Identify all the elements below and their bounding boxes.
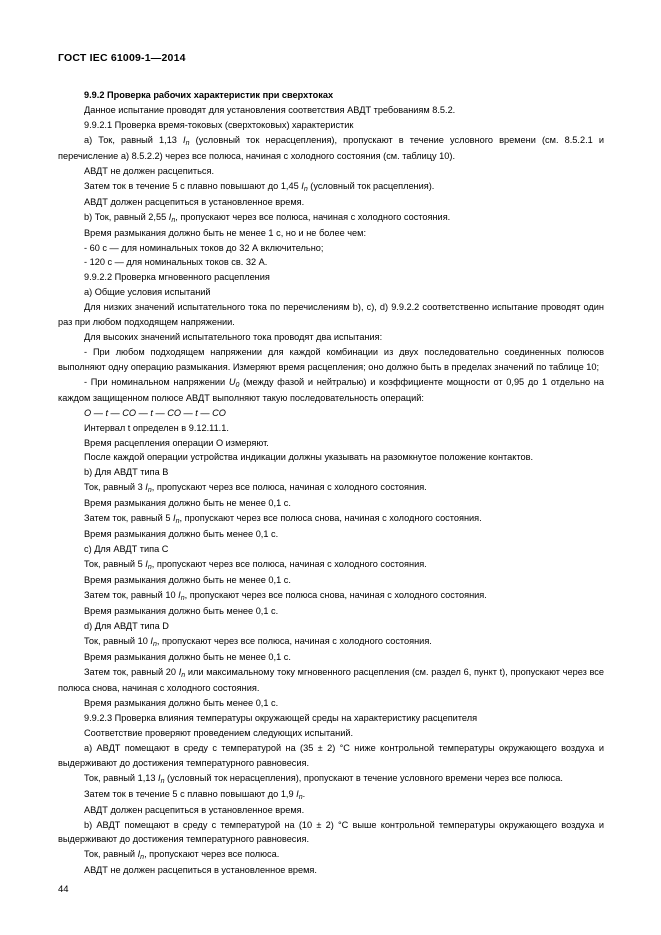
paragraph: После каждой операции устройства индикации должны указывать на разомкнутое положение контактов.: [84, 452, 534, 463]
list-item: - При номинальном напряжении $U_0$ (между фазой и нейтралью) и коэффициенте мощности от 0,95 до 1 отдельно на каждом защищенном полюсе АВДТ выполняют такую последовательность операций:: [58, 376, 604, 403]
paragraph: Затем ток, равный 10 $I_n$, пропускают через все полюса снова, начиная с холодного состояния.: [84, 590, 487, 602]
paragraph: Затем ток в течение 5 с плавно повышают до 1,9 $I_n$.: [84, 788, 306, 801]
paragraph: Для низких значений испытательного тока по перечислениям b), с), d) 9.9.2.2 соответственно испытание проводят один раз при любом подходящем напряжении.: [58, 302, 604, 328]
paragraph-9-9-2-2: 9.9.2.2 Проверка мгновенного расцепления: [84, 272, 270, 283]
paragraph: АВДТ должен расцепиться в установленное время.: [84, 196, 305, 207]
paragraph: Затем ток, равный 20 $I_n$ или максимальному току мгновенного расцепления (см. раздел 6, пункт t), пропускают через все полюса снова, начиная с холодного состояния.: [58, 666, 604, 694]
operation-sequence: O — t — CO — t — CO — t — CO: [84, 407, 226, 418]
paragraph: b) АВДТ помещают в среду с температурой на (10 ± 2) °С выше контрольной температуры окружающего воздуха и выдерживают до достижения температурного равновесия.: [58, 819, 604, 845]
paragraph-9-9-2-3: 9.9.2.3 Проверка влияния температуры окружающей среды на характеристику расцепителя: [84, 712, 478, 723]
paragraph: Время размыкания должно быть не менее 1 с, но и не более чем:: [84, 227, 367, 238]
paragraph: Ток, равный 5 $I_n$, пропускают через все полюса, начиная с холодного состояния.: [84, 559, 427, 571]
page-header: ГОСТ IEC 61009-1—2014: [58, 52, 186, 64]
paragraph: Ток, равный 10 $I_n$, пропускают через все полюса, начиная с холодного состояния.: [84, 636, 432, 648]
section-heading-9-9-2: 9.9.2 Проверка рабочих характеристик при сверхтоках: [84, 90, 334, 100]
paragraph: b) Ток, равный 2,55 $I_n$, пропускают через все полюса, начиная с холодного состояния.: [84, 211, 451, 224]
paragraph: АВДТ должен расцепиться в установленное время.: [84, 804, 305, 815]
list-item: - При любом подходящем напряжении для каждой комбинации из двух последовательно соединенных полюсов выполняют одну операцию размыкания. Измеряют время расцепления; оно должно быть в пределах значений по таблице 10;: [58, 346, 604, 372]
paragraph: d) Для АВДТ типа D: [84, 621, 169, 632]
paragraph: Ток, равный 1,13 $I_n$ (условный ток нерасцепления), пропускают в течение условного времени через все полюса.: [84, 772, 563, 785]
paragraph: Время размыкания должно быть менее 0,1 с.: [84, 697, 279, 708]
paragraph: а) АВДТ помещают в среду с температурой на (35 ± 2) °С ниже контрольной температуры окружающего воздуха и выдерживают до достижения температурного равновесия.: [58, 742, 604, 768]
paragraph: с) Для АВДТ типа C: [84, 544, 169, 555]
page-number: 44: [58, 884, 69, 895]
paragraph: Время размыкания должно быть менее 0,1 с.: [84, 529, 279, 540]
paragraph: Ток, равный $I_n$, пропускают через все полюса.: [84, 849, 280, 862]
paragraph: Данное испытание проводят для установления соответствия АВДТ требованиям 8.5.2.: [84, 104, 456, 115]
paragraph: Соответствие проверяют проведением следующих испытаний.: [84, 727, 354, 738]
paragraph: b) Для АВДТ типа B: [84, 467, 169, 478]
paragraph: Время размыкания должно быть не менее 0,1 с.: [84, 575, 291, 586]
list-item: - 120 с — для номинальных токов св. 32 А.: [84, 257, 268, 268]
paragraph: Затем ток в течение 5 с плавно повышают до 1,45 $I_n$ (условный ток расцепления).: [84, 180, 435, 193]
paragraph: Время расцепления операции O измеряют.: [84, 437, 269, 448]
paragraph: Ток, равный 3 $I_n$, пропускают через все полюса, начиная с холодного состояния.: [84, 482, 427, 494]
paragraph: АВДТ не должен расцепиться.: [84, 165, 214, 176]
paragraph: а) Общие условия испытаний: [84, 287, 211, 298]
paragraph: Время размыкания должно быть менее 0,1 с.: [84, 606, 279, 617]
document-body: [58, 88, 604, 878]
paragraph: Время размыкания должно быть не менее 0,1 с.: [84, 498, 291, 509]
paragraph: Затем ток, равный 5 $I_n$, пропускают через все полюса снова, начиная с холодного состояния.: [84, 513, 482, 525]
paragraph: АВДТ не должен расцепиться в установленное время.: [84, 865, 317, 876]
paragraph-9-9-2-1: 9.9.2.1 Проверка время-токовых (сверхтоковых) характеристик: [84, 119, 354, 130]
list-item: - 60 с — для номинальных токов до 32 А включительно;: [84, 242, 324, 253]
paragraph: а) Ток, равный 1,13 $I_n$ (условный ток нерасцепления), пропускают в течение условного времени (см. 8.5.2.1 и перечисление а) 8.5.2.2) через все полюса, начиная с холодного состояния (см. таблицу 10).: [58, 134, 604, 161]
paragraph: Для высоких значений испытательного тока проводят два испытания:: [84, 332, 383, 343]
paragraph: Интервал t определен в 9.12.11.1.: [84, 422, 229, 433]
paragraph: Время размыкания должно быть не менее 0,1 с.: [84, 652, 291, 663]
